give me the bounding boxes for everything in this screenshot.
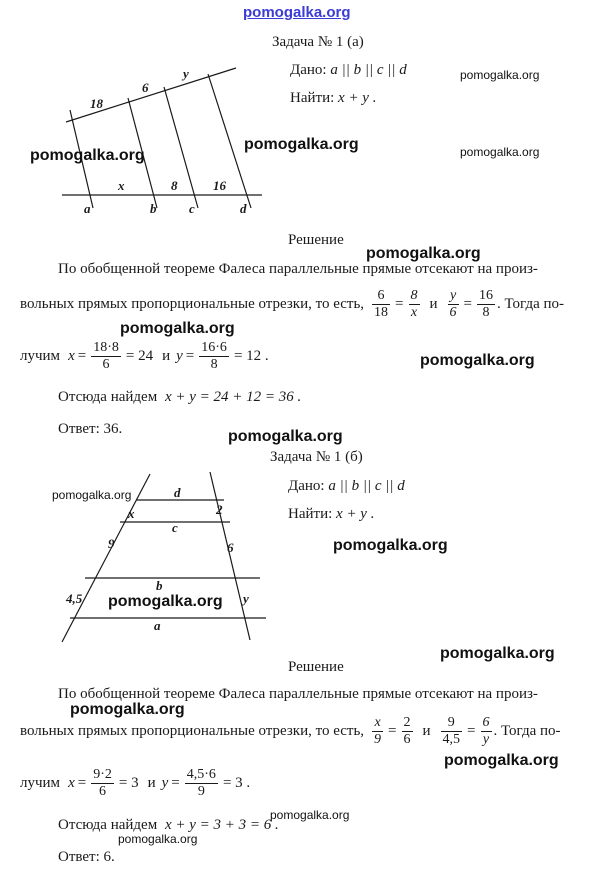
value: = 12 . — [233, 348, 269, 365]
text: вольных прямых пропорциональные отрезки, то есть, — [20, 723, 365, 740]
fraction — [409, 288, 420, 321]
numerator: y — [448, 288, 459, 305]
denominator: 4,5 — [442, 732, 461, 748]
watermark-top-link[interactable]: pomogalka.org — [243, 4, 351, 21]
fraction — [199, 340, 229, 373]
text: . Тогда по- — [497, 296, 565, 313]
numerator: 8 — [409, 288, 420, 305]
numerator: 6 — [372, 288, 390, 305]
watermark: pomogalka.org — [444, 752, 559, 769]
denominator: 6 — [403, 732, 411, 748]
denominator: 6 — [99, 784, 107, 800]
value: = 3 . — [222, 775, 251, 792]
label-x: x — [128, 506, 135, 521]
equals: = — [395, 296, 404, 313]
watermark: pomogalka.org — [108, 593, 223, 610]
label-4-5: 4,5 — [66, 591, 83, 606]
problem-b-find — [288, 506, 374, 523]
figure-b-right-line — [210, 472, 250, 640]
denominator: x — [410, 305, 418, 321]
denominator: 6 — [449, 305, 457, 321]
value: = 24 — [125, 348, 154, 365]
fraction — [372, 288, 390, 321]
watermark: pomogalka.org — [228, 428, 343, 445]
label-line-c: c — [189, 201, 195, 216]
watermark: pomogalka.org — [120, 320, 235, 337]
equals: = — [467, 723, 476, 740]
text: Отсюда найдем — [58, 389, 158, 405]
text: Отсюда найдем — [58, 817, 158, 833]
fraction — [91, 340, 121, 373]
numerator: 16 — [477, 288, 495, 305]
and-word: и — [147, 775, 156, 792]
label-y: y — [243, 591, 249, 606]
label-9: 9 — [108, 536, 115, 551]
find-value: x + y . — [336, 506, 375, 522]
problem-a-solution-title: Решение — [288, 232, 344, 248]
and-word: и — [422, 723, 431, 740]
fraction — [402, 715, 413, 748]
equals: = — [185, 348, 195, 365]
denominator: 18 — [374, 305, 389, 321]
label-6: 6 — [227, 540, 234, 555]
var: x — [68, 348, 75, 365]
problem-b-result-line — [20, 767, 253, 800]
problem-b-paragraph-line1: По обобщенной теореме Фалеса параллельные прямые отсекают на произ- — [58, 686, 538, 702]
denominator: 6 — [102, 357, 110, 373]
watermark: pomogalka.org — [333, 537, 448, 554]
numerator: x — [372, 715, 383, 732]
numerator: 9·2 — [91, 767, 114, 784]
numerator: 9 — [441, 715, 463, 732]
label-d: d — [174, 485, 181, 500]
label-b: b — [156, 578, 163, 593]
var: x — [68, 775, 75, 792]
problem-a-sum-line — [58, 389, 301, 406]
problem-a-given — [290, 62, 407, 79]
fraction — [441, 715, 463, 748]
problem-a-find — [290, 90, 376, 107]
given-label: Дано: — [288, 478, 325, 494]
figure-b — [40, 470, 280, 650]
fraction — [185, 767, 218, 800]
given-value: a || b || c || d — [330, 62, 407, 78]
problem-a-answer: Ответ: 36. — [58, 421, 123, 437]
text: . Тогда по- — [493, 723, 561, 740]
watermark: pomogalka.org — [70, 701, 185, 718]
fraction — [481, 715, 492, 748]
and-word: и — [429, 296, 438, 313]
label-a: a — [154, 618, 161, 633]
problem-a-title: Задача № 1 (а) — [272, 34, 364, 50]
problem-b-given — [288, 478, 405, 495]
var: y — [176, 348, 183, 365]
denominator: 9 — [197, 784, 205, 800]
label-y: y — [183, 66, 189, 81]
fraction — [448, 288, 459, 321]
figure-a-top-line — [66, 68, 236, 122]
given-label: Дано: — [290, 62, 327, 78]
problem-a-paragraph-line1: По обобщенной теореме Фалеса параллельные прямые отсекают на произ- — [58, 261, 538, 277]
var: y — [161, 775, 169, 792]
problem-a-result-line — [20, 340, 272, 373]
figure-b-left-line — [62, 474, 150, 642]
find-value: x + y . — [338, 90, 377, 106]
text: вольных прямых пропорциональные отрезки, то есть, — [20, 296, 365, 313]
denominator: 9 — [374, 732, 382, 748]
sum-expression: x + y = 3 + 3 = 6 . — [164, 817, 279, 833]
label-x: x — [118, 178, 125, 193]
find-label: Найти: — [288, 506, 333, 522]
sum-expression: x + y = 24 + 12 = 36 . — [164, 389, 302, 405]
fraction — [477, 288, 495, 321]
denominator: 8 — [482, 305, 490, 321]
watermark: pomogalka.org — [460, 145, 540, 159]
fraction — [372, 715, 383, 748]
label-line-a: a — [84, 201, 91, 216]
problem-b-title: Задача № 1 (б) — [270, 449, 363, 465]
numerator: 4,5·6 — [185, 767, 218, 784]
numerator: 16·6 — [199, 340, 229, 357]
equals: = — [77, 348, 87, 365]
label-2: 2 — [216, 502, 223, 517]
numerator: 6 — [481, 715, 492, 732]
and-word: и — [162, 348, 171, 365]
label-line-d: d — [240, 201, 247, 216]
problem-a-paragraph-line2 — [20, 288, 564, 321]
watermark: pomogalka.org — [52, 488, 132, 502]
denominator: y — [482, 732, 490, 748]
label-c: c — [172, 520, 178, 535]
equals: = — [388, 723, 397, 740]
numerator: 18·8 — [91, 340, 121, 357]
equals: = — [463, 296, 473, 313]
value: = 3 — [118, 775, 139, 792]
label-16: 16 — [213, 178, 226, 193]
label-8: 8 — [171, 178, 178, 193]
problem-b-paragraph-line2 — [20, 715, 561, 748]
figure-a — [0, 60, 280, 220]
watermark: pomogalka.org — [244, 136, 359, 153]
watermark: pomogalka.org — [30, 147, 145, 164]
label-18: 18 — [90, 96, 103, 111]
watermark: pomogalka.org — [270, 808, 350, 822]
denominator: 8 — [210, 357, 218, 373]
label-6: 6 — [142, 80, 149, 95]
equals: = — [171, 775, 180, 792]
label-line-b: b — [150, 201, 157, 216]
text: лучим — [20, 348, 61, 365]
watermark: pomogalka.org — [460, 68, 540, 82]
text: лучим — [20, 775, 61, 792]
watermark: pomogalka.org — [118, 832, 198, 846]
watermark: pomogalka.org — [366, 245, 481, 262]
watermark: pomogalka.org — [420, 352, 535, 369]
problem-b-solution-title: Решение — [288, 659, 344, 675]
watermark: pomogalka.org — [440, 645, 555, 662]
fraction — [91, 767, 114, 800]
find-label: Найти: — [290, 90, 335, 106]
given-value: a || b || c || d — [328, 478, 405, 494]
figure-a-line-c — [164, 87, 198, 208]
problem-b-answer: Ответ: 6. — [58, 849, 115, 865]
equals: = — [77, 775, 87, 792]
numerator: 2 — [402, 715, 413, 732]
